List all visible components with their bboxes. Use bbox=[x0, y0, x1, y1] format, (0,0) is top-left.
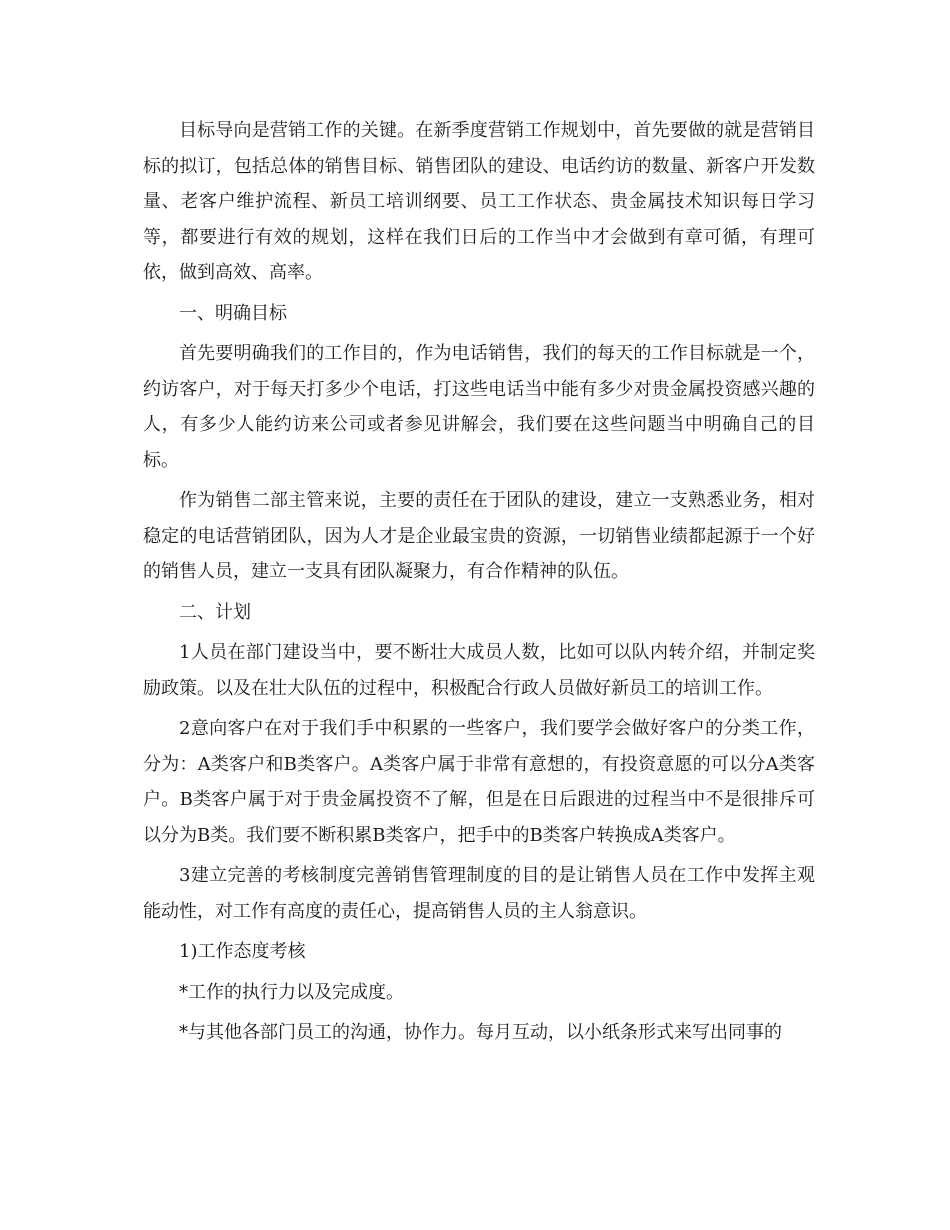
subheading-attitude: 1)工作态度考核 bbox=[179, 941, 306, 962]
section-heading-plan: 二、计划 bbox=[179, 601, 251, 623]
list-item-communication: *与其他各部门员工的沟通，协作力。每月互动，以小纸条形式来写出同事的 bbox=[179, 1022, 782, 1043]
paragraph-plan-clients: 2意向客户在对于我们手中积累的一些客户，我们要学会做好客户的分类工作，分为：A类客户和B类客户。A类客户属于非常有意想的，有投资意愿的可以分A类客户。B类客户属于对于贵金属投资不了解，但是在日后跟进的过程当中不是很排斥可以分为B类。我们要不断积累B类客户，把手中的B类客户转换成A类客户。 bbox=[143, 718, 815, 846]
section-heading-goals: 一、明确目标 bbox=[179, 302, 287, 324]
paragraph-goals: 首先要明确我们的工作目的，作为电话销售，我们的每天的工作目标就是一个，约访客户，对于每天打多少个电话，打这些电话当中能有多少对贵金属投资感兴趣的人，有多少人能约访来公司或者参见讲解会，我们要在这些问题当中明确自己的目标。 bbox=[143, 343, 815, 471]
paragraph-team: 作为销售二部主管来说，主要的责任在于团队的建设，建立一支熟悉业务，相对稳定的电话营销团队，因为人才是企业最宝贵的资源，一切销售业绩都起源于一个好的销售人员，建立一支具有团队凝聚力，有合作精神的队伍。 bbox=[143, 490, 815, 582]
document-page bbox=[143, 113, 815, 1056]
paragraph-plan-staff: 1人员在部门建设当中，要不断壮大成员人数，比如可以队内转介绍，并制定奖励政策。以及在壮大队伍的过程中，积极配合行政人员做好新员工的培训工作。 bbox=[143, 642, 815, 699]
list-item-execution: *工作的执行力以及完成度。 bbox=[179, 981, 404, 1003]
paragraph-intro: 目标导向是营销工作的关键。在新季度营销工作规划中，首先要做的就是营销目标的拟订，包括总体的销售目标、销售团队的建设、电话约访的数量、新客户开发数量、老客户维护流程、新员工培训纲要、员工工作状态、贵金属技术知识每日学习等，都要进行有效的规划，这样在我们日后的工作当中才会做到有章可循，有理可依，做到高效、高率。 bbox=[143, 120, 815, 283]
paragraph-plan-assessment: 3建立完善的考核制度完善销售管理制度的目的是让销售人员在工作中发挥主观能动性，对工作有高度的责任心，提高销售人员的主人翁意识。 bbox=[143, 865, 815, 922]
